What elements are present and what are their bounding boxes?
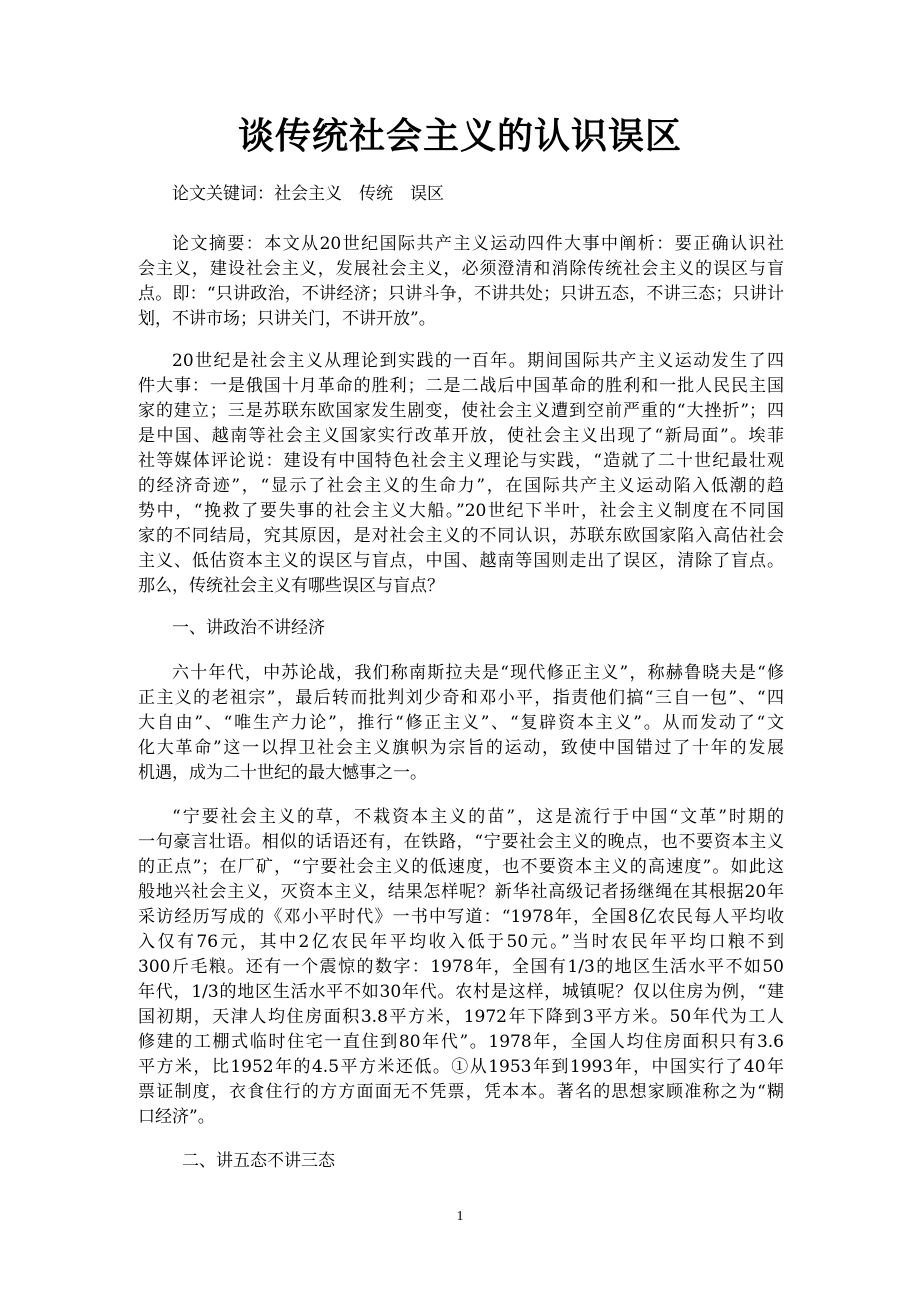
intro-line: 20世纪是社会主义从理论到实践的一百年。期间国际共产主义运动发生了四 [172, 351, 784, 371]
paragraph-line: 大自由”、“唯生产力论”，推行“修正主义”、“复辟资本主义”。从而发动了“文 [138, 713, 784, 733]
paragraph-line: 国初期，天津人均住房面积3.8平方米，1972年下降到3平方米。50年代为工人 [138, 1007, 784, 1027]
abstract-line: 划，不讲市场；只讲关门，不讲开放”。 [138, 309, 436, 329]
paragraph-line: 修建的工棚式临时住宅一直住到80年代”。1978年，全国人均住房面积只有3.6 [138, 1032, 784, 1052]
page-number: 1 [456, 1209, 464, 1224]
intro-line: 势中，“挽救了要失事的社会主义大船。”20世纪下半叶，社会主义制度在不同国 [138, 501, 784, 521]
intro-line: 的经济奇迹”，“显示了社会主义的生命力”，在国际共产主义运动陷入低潮的趋 [138, 476, 784, 496]
paragraph-line: 采访经历写成的《邓小平时代》一书中写道：“1978年，全国8亿农民每人平均收 [138, 907, 784, 927]
abstract-line: 点。即：“只讲政治，不讲经济；只讲斗争，不讲共处；只讲五态，不讲三态；只讲计 [138, 284, 784, 304]
paragraph-line: 般地兴社会主义，灭资本主义，结果怎样呢？新华社高级记者扬继绳在其根据20年 [138, 882, 784, 902]
paragraph-line: 300斤毛粮。还有一个震惊的数字：1978年，全国有1/3的地区生活水平不如50 [138, 957, 784, 977]
section-heading: 一、讲政治不讲经济 [172, 618, 325, 638]
abstract-line: 论文摘要：本文从20世纪国际共产主义运动四件大事中阐析：要正确认识社 [172, 234, 784, 254]
paragraph-line: 正主义的老祖宗”，最后转而批判刘少奇和邓小平，指责他们搞“三自一包”、“四 [138, 688, 784, 708]
intro-line: 是中国、越南等社会主义国家实行改革开放，使社会主义出现了“新局面”。埃菲 [138, 426, 784, 446]
page-title: 谈传统社会主义的认识误区 [237, 116, 682, 157]
intro-line: 家的不同结局，究其原因，是对社会主义的不同认识，苏联东欧国家陷入高估社会 [138, 526, 784, 546]
paragraph-line: 六十年代，中苏论战，我们称南斯拉夫是“现代修正主义”，称赫鲁晓夫是“修 [172, 663, 784, 683]
paragraph-line: 的正点”；在厂矿，“宁要社会主义的低速度，也不要资本主义的高速度”。如此这 [138, 857, 784, 877]
intro-line: 件大事：一是俄国十月革命的胜利；二是二战后中国革命的胜利和一批人民民主国 [138, 376, 784, 396]
paragraph-line: “宁要社会主义的草，不栽资本主义的苗”，这是流行于中国“文革”时期的 [172, 807, 784, 827]
paragraph-line: 票证制度，衣食住行的方方面面无不凭票，凭本本。著名的思想家顾准称之为“糊 [138, 1082, 784, 1102]
paragraph-line: 一句豪言壮语。相似的话语还有，在铁路，“宁要社会主义的晚点，也不要资本主义 [138, 832, 784, 852]
paragraph-line: 化大革命”这一以捍卫社会主义旗帜为宗旨的运动，致使中国错过了十年的发展 [138, 738, 784, 758]
intro-line: 主义、低估资本主义的误区与盲点，中国、越南等国则走出了误区，清除了盲点。 [138, 551, 784, 571]
intro-line: 社等媒体评论说：建设有中国特色社会主义理论与实践，“造就了二十世纪最壮观 [138, 451, 784, 471]
intro-line: 那么，传统社会主义有哪些误区与盲点？ [138, 576, 444, 596]
section-heading: 二、讲五态不讲三态 [182, 1151, 335, 1171]
keywords-line: 论文关键词：社会主义 传统 误区 [172, 184, 444, 204]
paragraph-line: 年代，1/3的地区生活水平不如30年代。农村是这样，城镇呢？仅以住房为例，“建 [138, 982, 784, 1002]
intro-line: 家的建立；三是苏联东欧国家发生剧变，使社会主义遭到空前严重的“大挫折”；四 [138, 401, 784, 421]
paragraph-line: 机遇，成为二十世纪的最大憾事之一。 [138, 763, 427, 783]
paragraph-line: 平方米，比1952年的4.5平方米还低。①从1953年到1993年，中国实行了40年 [138, 1057, 784, 1077]
paragraph-line: 口经济”。 [138, 1107, 215, 1127]
abstract-line: 会主义，建设社会主义，发展社会主义，必须澄清和消除传统社会主义的误区与盲 [138, 259, 784, 279]
paragraph-line: 入仅有76元，其中2亿农民年平均收入低于50元。”当时农民年平均口粮不到 [138, 932, 784, 952]
